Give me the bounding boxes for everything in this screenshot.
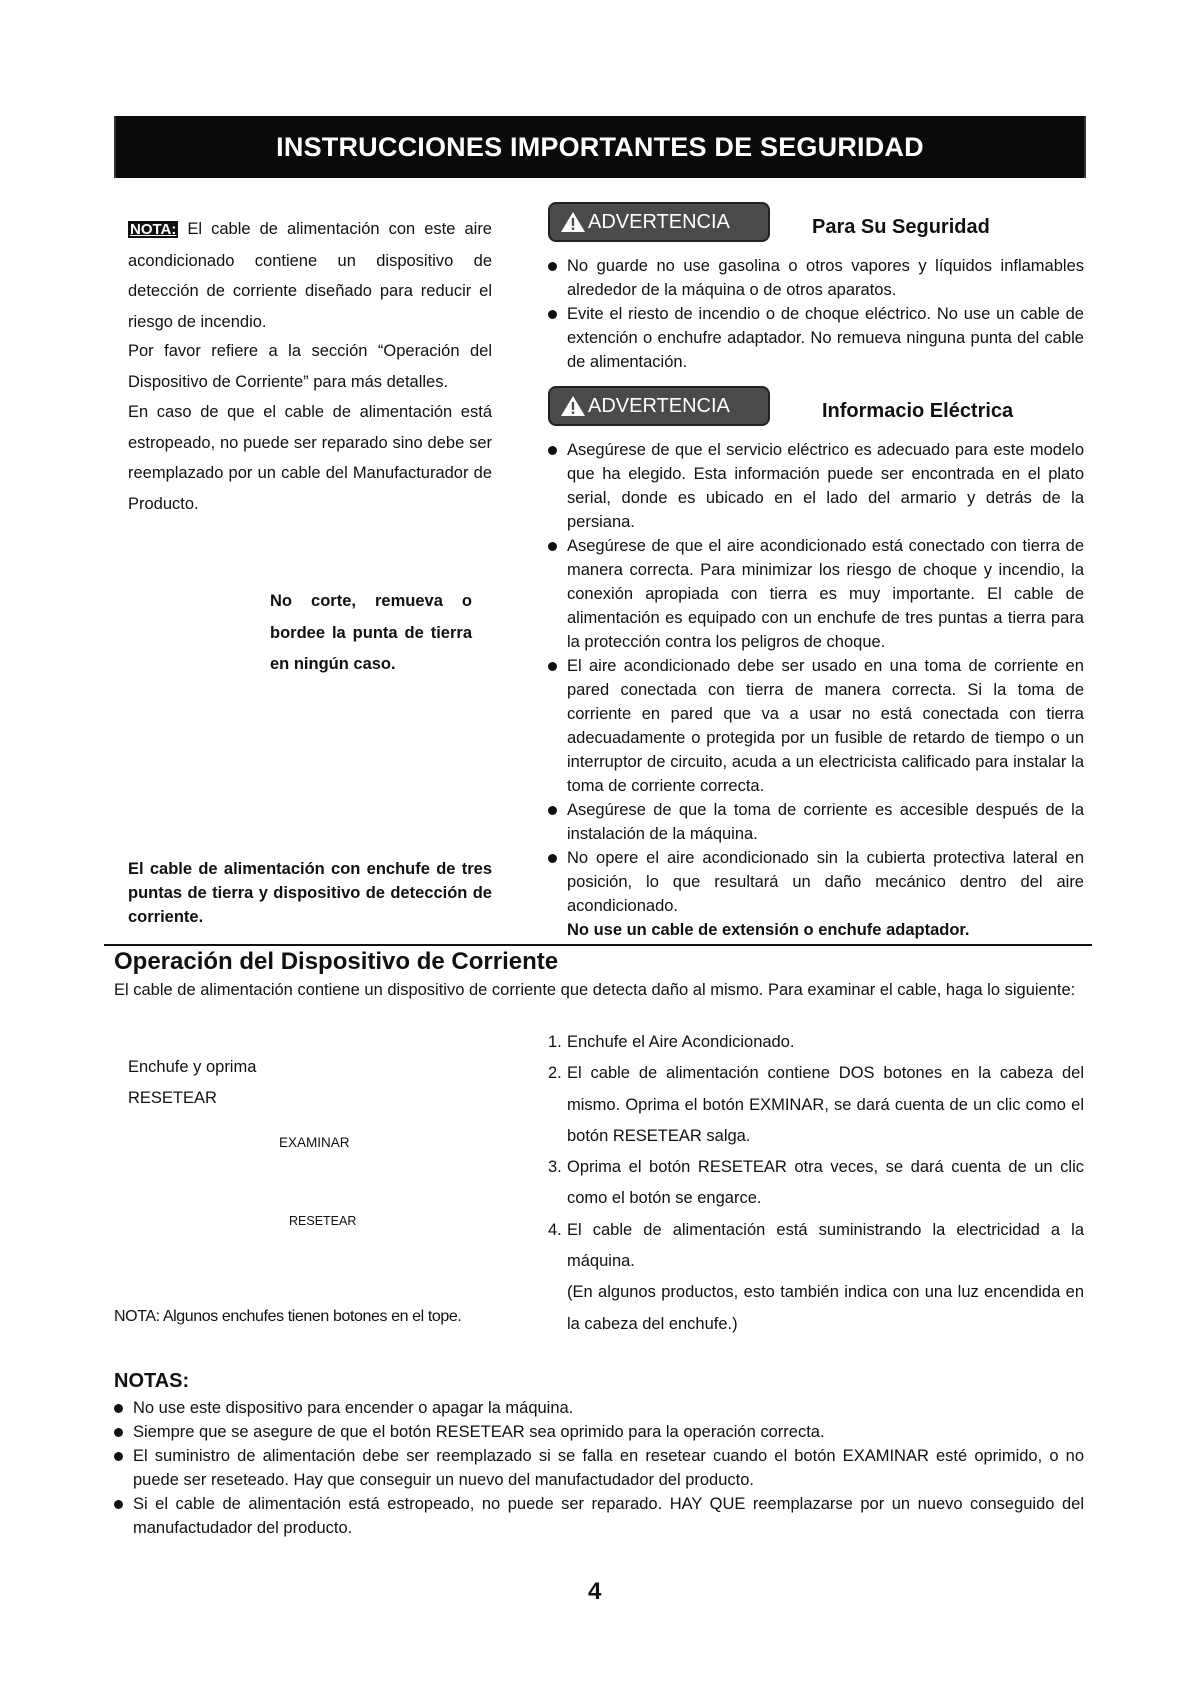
- nota-text: El cable de alimentación con este aire acondicionado contiene un dispositivo de detección de corriente diseñado para reducir el riesgo de incendio.: [128, 220, 492, 331]
- nota-tag: NOTA:: [130, 221, 177, 238]
- list-item: El suministro de alimentación debe ser reemplazado si se falla en resetear cuando el botón EXAMINAR esté oprimido, o no puede ser reseteado. Hay que conseguir un nuevo del manufactudador del producto.: [114, 1444, 1084, 1492]
- notas-title: NOTAS:: [114, 1370, 190, 1392]
- step-item: 4. El cable de alimentación está suministrando la electricidad a la máquina. (En algunos productos, esto también indica con una luz encendida en la cabeza del enchufe.): [548, 1220, 1084, 1333]
- section-title: Operación del Dispositivo de Corriente: [114, 948, 559, 975]
- section-intro: El cable de alimentación contiene un dispositivo de corriente que detecta daño al mismo. Para examinar el cable, haga lo siguiente:: [114, 981, 1076, 999]
- bullet-icon: [548, 662, 557, 671]
- section-divider: [104, 944, 1092, 946]
- ground-warning: No corte, remueva o bordee la punta de tierra en ningún caso.: [270, 592, 472, 673]
- warning-title-safety: Para Su Seguridad: [812, 216, 990, 238]
- list-item: No opere el aire acondicionado sin la cubierta protectiva lateral en posición, lo que resultará un daño mecánico dentro del aire acondicionado. No use un cable de extensión o enchufe adaptador.: [548, 846, 1084, 942]
- notas-list: [114, 1396, 1084, 1540]
- list-item: El aire acondicionado debe ser usado en una toma de corriente en pared conectada con tierra de manera correcta. Si la toma de corriente en pared que va a usar no está conectada con tierra adecuadamente o protegida por un fusible de retardo de tiempo o un interruptor de circuito, acuda a un electricista calificado para instalar la toma de corriente correcta.: [548, 654, 1084, 798]
- final-warning: No use un cable de extensión o enchufe adaptador.: [567, 921, 970, 939]
- warning-title-electric: Informacio Eléctrica: [822, 400, 1014, 422]
- warning-badge-1: [548, 202, 770, 242]
- bullet-icon: [548, 806, 557, 815]
- bullet-icon: [548, 262, 557, 271]
- steps-list: [548, 1027, 1084, 1340]
- step-item: 2. El cable de alimentación contiene DOS botones en la cabeza del mismo. Oprima el botón EXMINAR, se dará cuenta de un clic como el botón RESETEAR salga.: [548, 1064, 1084, 1145]
- list-item: Asegúrese de que la toma de corriente es accesible después de la instalación de la máquina.: [548, 798, 1084, 846]
- warning-badge-label: ADVERTENCIA: [588, 210, 730, 233]
- bullet-icon: [548, 446, 557, 455]
- damage-paragraph: En caso de que el cable de alimentación está estropeado, no puede ser reparado sino debe ser reemplazado por un cable del Manufacturador de Producto.: [128, 403, 492, 513]
- resetear-label: RESETEAR: [289, 1214, 357, 1228]
- diagram-label-line2: RESETEAR: [128, 1089, 217, 1107]
- list-item: Asegúrese de que el servicio eléctrico es adecuado para este modelo que ha elegido. Esta información puede ser encontrada en el plato serial, donde es ubicado en el lado del armario y detrás de la persiana.: [548, 438, 1084, 534]
- bullet-icon: [114, 1500, 123, 1509]
- list-item: Evite el riesto de incendio o de choque eléctrico. No use un cable de extención o enchufre adaptador. No remueva ninguna punta del cable de alimentación.: [548, 302, 1084, 374]
- warning-triangle-icon: [560, 211, 586, 233]
- bullet-icon: [114, 1452, 123, 1461]
- bullet-icon: [548, 542, 557, 551]
- bullet-icon: [114, 1404, 123, 1413]
- page-title: INSTRUCCIONES IMPORTANTES DE SEGURIDAD: [276, 131, 924, 162]
- list-item: Siempre que se asegure de que el botón RESETEAR sea oprimido para la operación correcta.: [114, 1420, 1084, 1444]
- safety-list: [548, 254, 1084, 374]
- page-number: 4: [588, 1578, 602, 1605]
- warning-badge-label: ADVERTENCIA: [588, 394, 730, 417]
- bullet-icon: [114, 1428, 123, 1437]
- diagram-label: [128, 1052, 256, 1114]
- warning-badge-2: [548, 386, 770, 426]
- warning-triangle-icon: [560, 395, 586, 417]
- bullet-icon: [548, 854, 557, 863]
- examinar-label: EXAMINAR: [279, 1135, 350, 1150]
- step-note: (En algunos productos, esto también indica con una luz encendida en la cabeza del enchufe.): [567, 1283, 1084, 1333]
- page-title-banner: [114, 116, 1086, 178]
- list-item: Si el cable de alimentación está estropeado, no puede ser reparado. HAY QUE reemplazarse por un nuevo conseguido del manufactudador del producto.: [114, 1492, 1084, 1540]
- list-item: Asegúrese de que el aire acondicionado está conectado con tierra de manera correcta. Para minimizar los riesgo de choque y incendio, la conexión apropiada con tierra es muy importante. El cable de alimentación es equipado con un enchufe de tres puntas a tierra para la protección contra los peligros de choque.: [548, 534, 1084, 654]
- diagram-note: NOTA: Algunos enchufes tienen botones en el tope.: [114, 1308, 462, 1325]
- bullet-icon: [548, 310, 557, 319]
- nota-paragraph: [128, 214, 492, 337]
- diagram-label-line1: Enchufe y oprima: [128, 1058, 257, 1076]
- list-item: No use este dispositivo para encender o apagar la máquina.: [114, 1396, 1084, 1420]
- step-item: 1. Enchufe el Aire Acondicionado.: [548, 1033, 795, 1051]
- electric-list: [548, 438, 1084, 942]
- cable-caption: El cable de alimentación con enchufe de tres puntas de tierra y dispositivo de detección de corriente.: [128, 860, 492, 926]
- step-item: 3. Oprima el botón RESETEAR otra veces, se dará cuenta de un clic como el botón se engarce.: [548, 1158, 1084, 1208]
- reference-paragraph: Por favor refiere a la sección “Operación del Dispositivo de Corriente” para más detalles.: [128, 342, 492, 391]
- list-item: No guarde no use gasolina o otros vapores y líquidos inflamables alrededor de la máquina o de otros aparatos.: [548, 254, 1084, 302]
